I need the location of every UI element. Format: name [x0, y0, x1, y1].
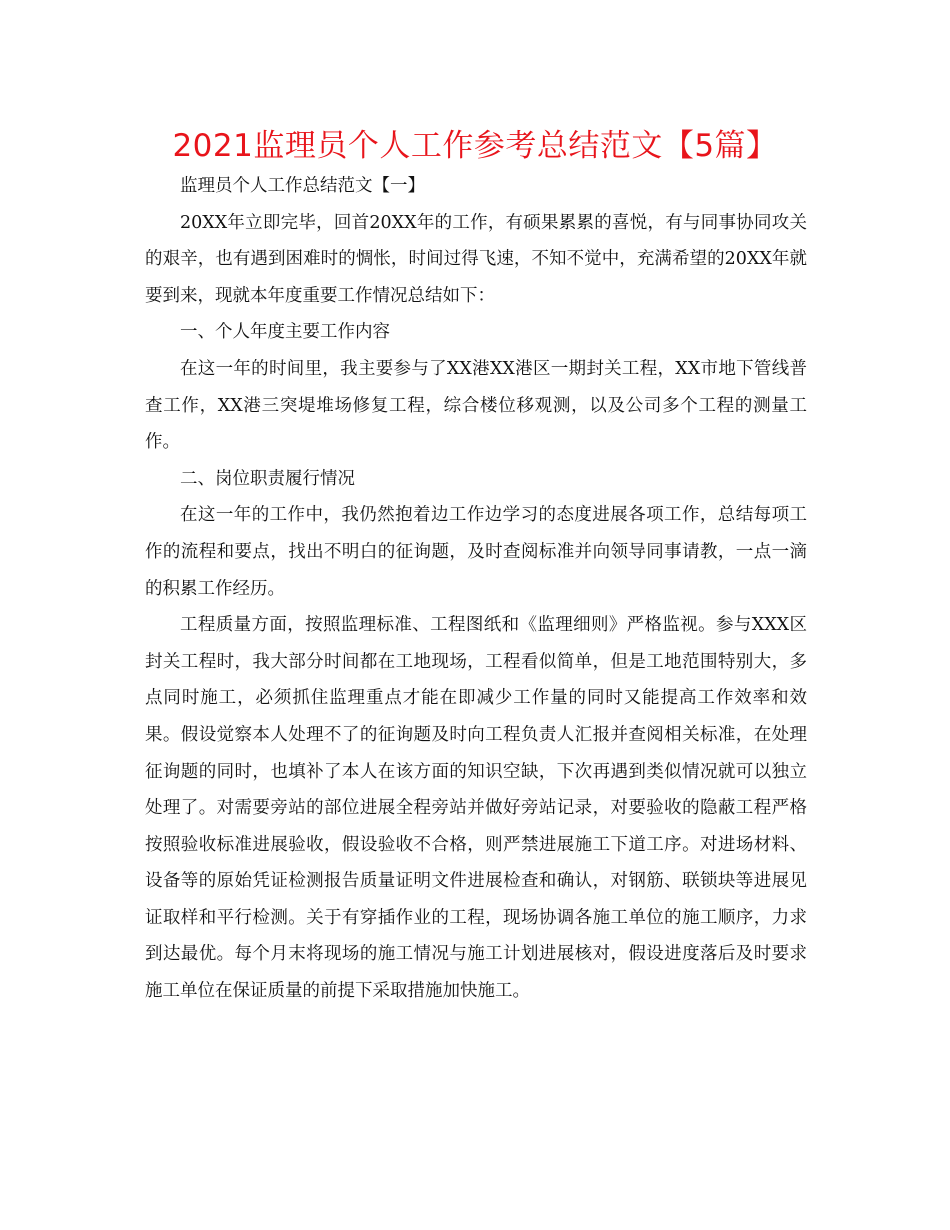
paragraph: 在这一年的时间里，我主要参与了XX港XX港区一期封关工程，XX市地下管线普查工作，XX港三突堤堆场修复工程，综合楼位移观测，以及公司多个工程的测量工作。	[145, 358, 807, 453]
section-heading: 二、岗位职责履行情况	[180, 468, 355, 489]
paragraph: 在这一年的工作中，我仍然抱着边工作边学习的态度进展各项工作，总结每项工作的流程和要点，找出不明白的征询题，及时查阅标准并向领导同事请教，一点一滴的积累工作经历。	[145, 505, 807, 599]
document-body	[145, 168, 807, 1010]
paragraph: 20XX年立即完毕，回首20XX年的工作，有硕果累累的喜悦，有与同事协同攻关的艰辛，也有遇到困难时的惆怅，时间过得飞速，不知不觉中，充满希望的20XX年就要到来，现就本年度重要工作情况总结如下：	[145, 212, 807, 306]
section-heading: 一、个人年度主要工作内容	[180, 322, 390, 343]
paragraph: 工程质量方面，按照监理标准、工程图纸和《监理细则》严格监视。参与XXX区封关工程时，我大部分时间都在工地现场，工程看似简单，但是工地范围特别大，多点同时施工，必须抓住监理重点才能在即减少工作量的同时又能提高工作效率和效果。假设觉察本人处理不了的征询题及时向工程负责人汇报并查阅相关标准，在处理征询题的同时，也填补了本人在该方面的知识空缺，下次再遇到类似情况就可以独立处理了。对需要旁站的部位进展全程旁站并做好旁站记录，对要验收的隐蔽工程严格按照验收标准进展验收，假设验收不合格，则严禁进展施工下道工序。对进场材料、设备等的原始凭证检测报告质量证明文件进展检查和确认，对钢筋、联锁块等进展见证取样和平行检测。关于有穿插作业的工程，现场协调各施工单位的施工顺序，力求到达最优。每个月末将现场的施工情况与施工计划进展核对，假设进度落后及时要求施工单位在保证质量的前提下采取措施加快施工。	[145, 615, 807, 1002]
section-heading: 监理员个人工作总结范文【一】	[180, 176, 425, 196]
page-title: 2021监理员个人工作参考总结范文【5篇】	[172, 128, 778, 164]
